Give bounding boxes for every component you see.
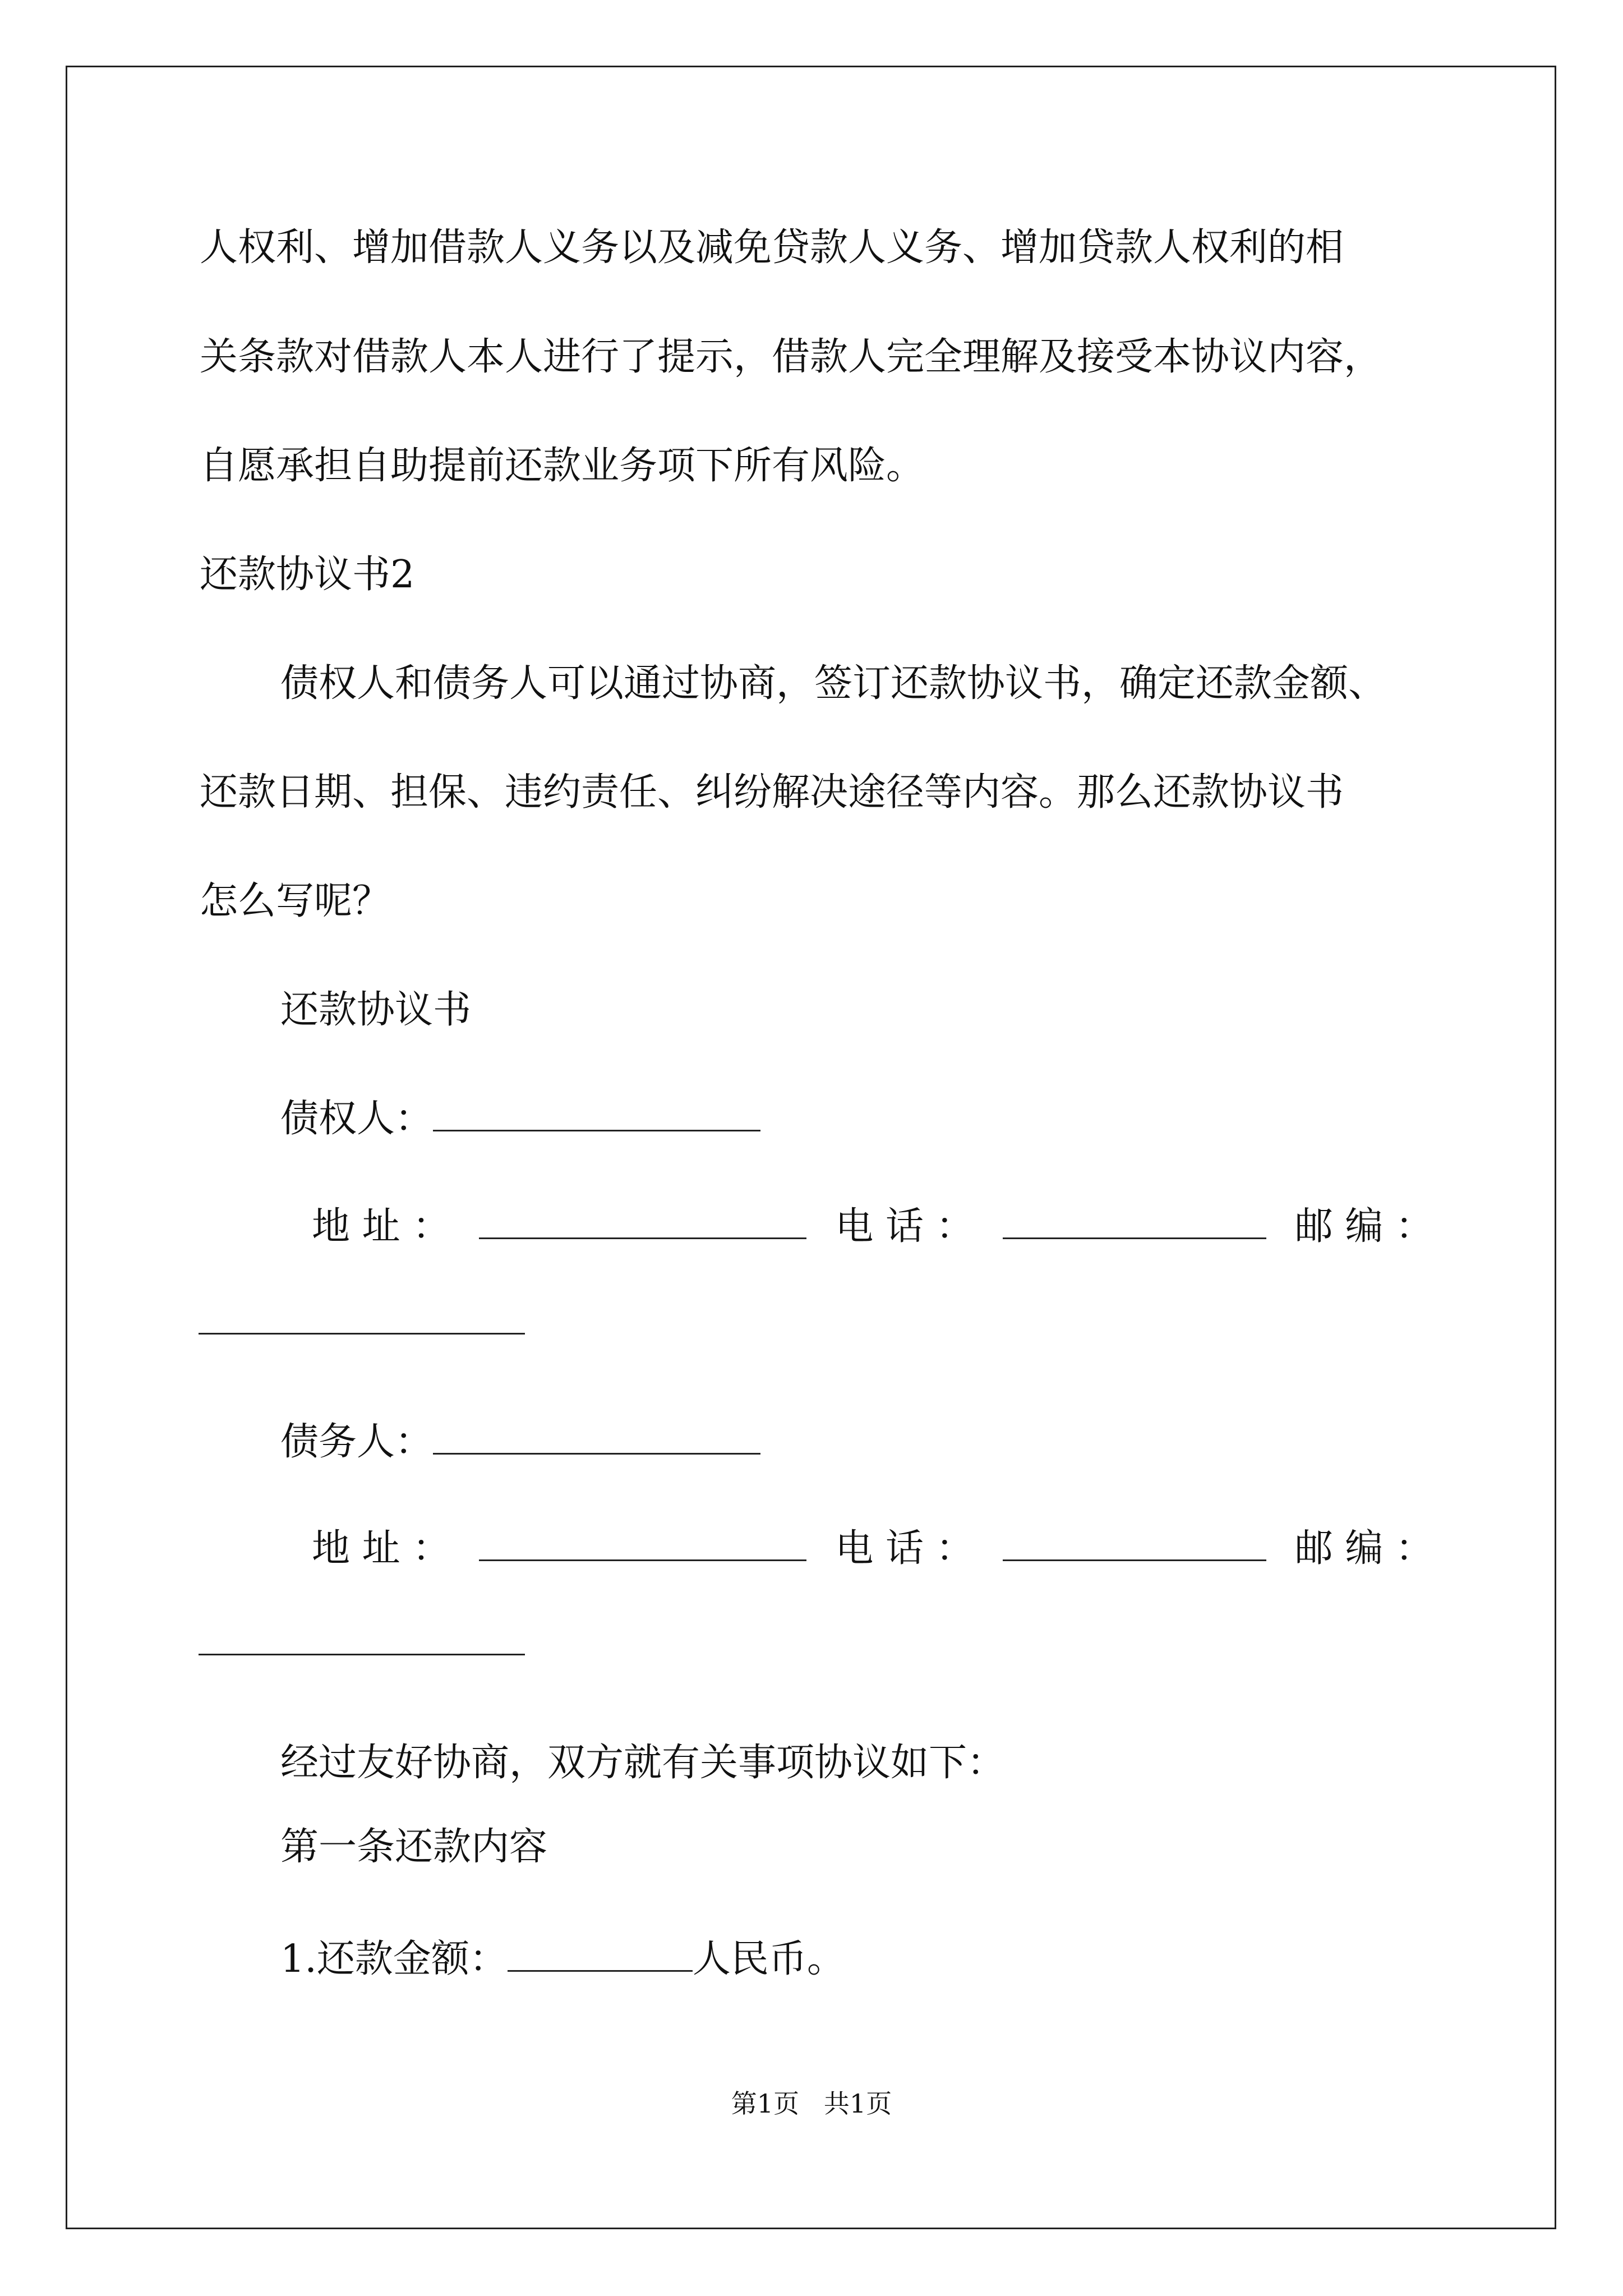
article1-title: 第一条还款内容 <box>280 1825 548 1869</box>
intro-line-2: 关条款对借款人本人进行了提示，借款人完全理解及接受本协议内容， <box>200 335 1382 379</box>
debtor-address-label: 地 址 ： <box>312 1526 451 1571</box>
creditor-row <box>280 1094 760 1144</box>
debtor-contact-row <box>312 1524 1433 1574</box>
debtor-label: 债务人： <box>280 1420 434 1464</box>
paragraph-line-1: 债权人和债务人可以通过协商，签订还款协议书，确定还款金额、 <box>280 661 1387 706</box>
creditor-address-blank[interactable] <box>479 1203 806 1239</box>
creditor-postcode-blank[interactable] <box>199 1333 525 1335</box>
consensus-line: 经过友好协商，双方就有关事项协议如下： <box>280 1741 1006 1785</box>
creditor-blank[interactable] <box>433 1095 760 1131</box>
debtor-phone-blank[interactable] <box>1003 1525 1266 1561</box>
creditor-address-label: 地 址 ： <box>312 1204 451 1249</box>
repayment-amount-label: 1.还款金额： <box>280 1937 508 1981</box>
intro-line-3: 自愿承担自助提前还款业务项下所有风险。 <box>200 444 925 488</box>
creditor-label: 债权人： <box>280 1097 434 1141</box>
creditor-contact-row <box>312 1202 1433 1252</box>
debtor-address-blank[interactable] <box>479 1525 806 1561</box>
agreement-title: 还款协议书 <box>280 988 472 1032</box>
section-title: 还款协议书2 <box>200 553 415 597</box>
repayment-amount-blank[interactable] <box>508 1935 693 1972</box>
debtor-postcode-blank[interactable] <box>199 1654 525 1655</box>
debtor-postcode-label: 邮 编 ： <box>1294 1526 1433 1571</box>
page-frame <box>66 66 1556 2229</box>
creditor-phone-label: 电 话 ： <box>835 1204 974 1249</box>
debtor-blank[interactable] <box>433 1418 760 1455</box>
creditor-phone-blank[interactable] <box>1003 1203 1266 1239</box>
debtor-phone-label: 电 话 ： <box>835 1526 974 1571</box>
debtor-row <box>280 1417 760 1467</box>
paragraph-line-3: 怎么写呢？ <box>200 879 391 923</box>
article1-item1 <box>280 1934 845 1985</box>
page-footer: 第1页 共1页 <box>731 2088 892 2119</box>
creditor-postcode-label: 邮 编 ： <box>1294 1204 1433 1249</box>
repayment-amount-suffix: 人民币。 <box>692 1937 845 1981</box>
intro-line-1: 人权利、增加借款人义务以及减免贷款人义务、增加贷款人权利的相 <box>200 226 1344 270</box>
paragraph-line-2: 还款日期、担保、违约责任、纠纷解决途径等内容。那么还款协议书 <box>200 770 1344 815</box>
